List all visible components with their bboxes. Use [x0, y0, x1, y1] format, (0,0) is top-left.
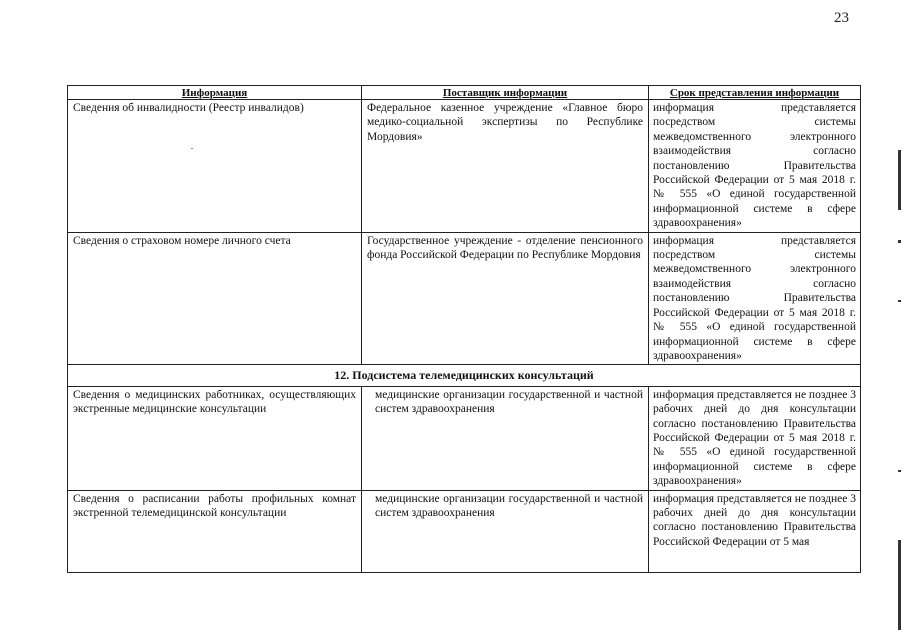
cell-deadline-text: информация представляется не позднее 3 рабочих дней до дня консультации согласно постановлению Правительства Российской Федерации от 5 мая — [653, 492, 856, 548]
cell-provider: Федеральное казенное учреждение «Главное бюро медико-социальной экспертизы по Республике Мордовия» — [362, 100, 649, 233]
section-row — [68, 365, 861, 386]
section-title: 12. Подсистема телемедицинских консультаций — [68, 365, 861, 386]
cell-info: Сведения об инвалидности (Реестр инвалидов) — [68, 100, 362, 233]
table-row — [68, 386, 861, 490]
header-info: Информация — [68, 86, 362, 100]
cell-provider — [362, 490, 649, 572]
cell-provider: Государственное учреждение - отделение пенсионного фонда Российской Федерации по Республике Мордовия — [362, 232, 649, 365]
cell-info: Сведения о медицинских работниках, осуществляющих экстренные медицинские консультации — [68, 386, 362, 490]
header-deadline: Срок представления информации — [649, 86, 861, 100]
table-row — [68, 100, 861, 233]
header-provider: Поставщик информации — [362, 86, 649, 100]
cell-deadline: информация представляется посредством системы межведомственного электронного взаимодействия согласно постановлению Правительства Российской Федерации от 5 мая 2018 г. № 555 «О единой государственной информационной системе в сфере здравоохранения» — [649, 232, 861, 365]
cell-deadline: информация представляется не позднее 3 рабочих дней до дня консультации согласно постановлению Правительства Российской Федерации от 5 мая 2018 г. № 555 «О единой государственной информационной системе в сфере здравоохранения» — [649, 386, 861, 490]
table-row — [68, 232, 861, 365]
cell-deadline: информация представляется посредством системы межведомственного электронного взаимодействия согласно постановлению Правительства Российской Федерации от 5 мая 2018 г. № 555 «О единой государственной информационной системе в сфере здравоохранения» — [649, 100, 861, 233]
table-header-row — [68, 86, 861, 100]
cell-info — [68, 490, 362, 572]
cell-provider: медицинские организации государственной и частной систем здравоохранения — [362, 386, 649, 490]
cell-provider-text: медицинские организации государственной и частной систем здравоохранения — [375, 492, 643, 519]
cell-deadline — [649, 490, 861, 572]
cell-info-text: Сведения о расписании работы профильных комнат экстренной телемедицинской консультации — [73, 492, 356, 519]
scan-edge-artifact — [891, 0, 905, 640]
page-number: 23 — [834, 10, 849, 26]
cell-info: Сведения о страховом номере личного счета — [68, 232, 362, 365]
table-row — [68, 490, 861, 572]
info-table — [67, 85, 861, 573]
